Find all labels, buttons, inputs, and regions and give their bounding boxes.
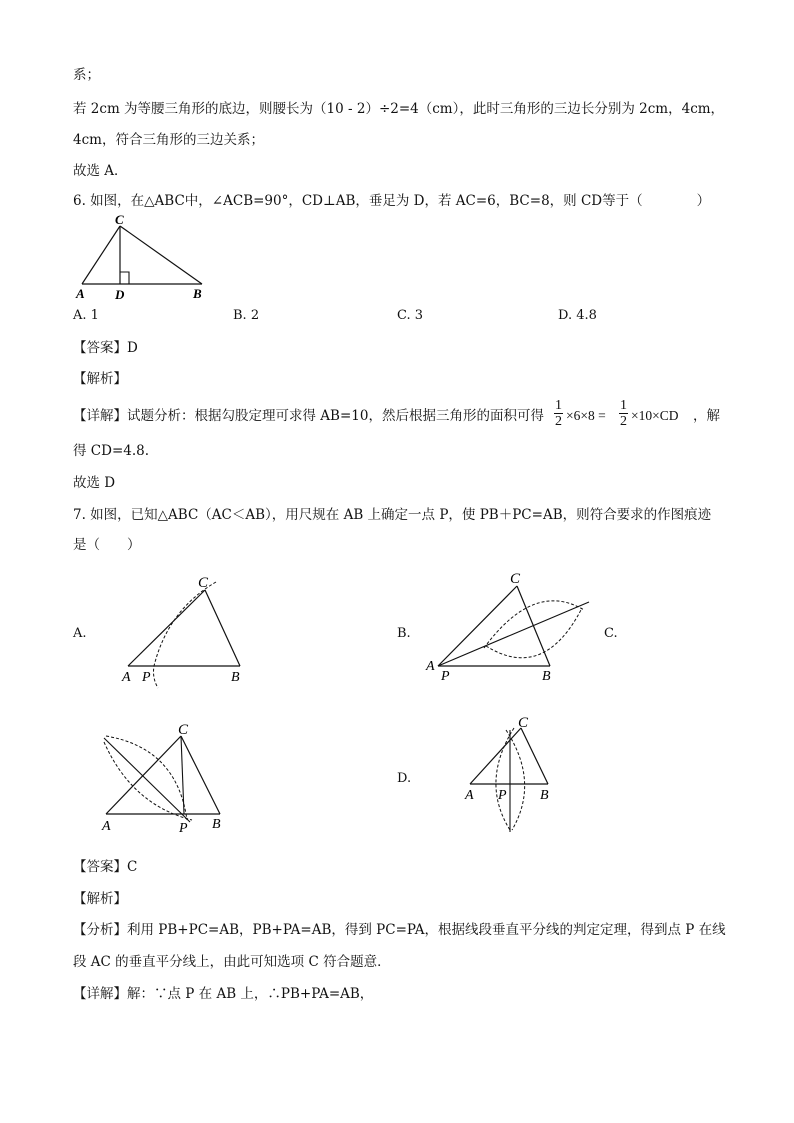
fraction-denominator: 2 (555, 414, 562, 429)
q7-analysis-heading: 【解析】 (73, 891, 127, 907)
q6-fraction-half-2 (619, 398, 628, 429)
intro-line-2: 若 2cm 为等腰三角形的底边，则腰长为（10 - 2）÷2=4（cm），此时三角形的三边长分别为 2cm，4cm， (73, 101, 725, 117)
q7a-label-a: A (122, 670, 131, 685)
q7-answer: 【答案】C (73, 859, 138, 875)
q7a-label-c: C (198, 575, 209, 591)
intro-line-4: 故选 A． (73, 163, 128, 179)
q7-fenxi-line-2: 段 AC 的垂直平分线上，由此可知选项 C 符合题意． (73, 954, 391, 970)
q7-option-b-label: B. (397, 626, 411, 641)
q7-option-c-figure (92, 720, 242, 840)
q7b-label-a: A (426, 659, 435, 674)
q6-label-c: C (115, 212, 124, 227)
fraction-denominator: 2 (620, 414, 627, 429)
q6-label-b: B (193, 286, 202, 301)
q7a-label-b: B (231, 670, 240, 685)
q7-detail: 【详解】解：∵点 P 在 AB 上，∴PB+PA=AB， (73, 986, 374, 1002)
q7c-label-b: B (212, 817, 221, 832)
q6-expression-part-1: ×6×8 = (566, 408, 606, 423)
q7-option-c-label: C. (604, 626, 618, 641)
q6-choose: 故选 D (73, 475, 116, 491)
intro-line-3: 4cm，符合三角形的三边关系； (73, 132, 264, 148)
q7-option-d-label: D. (397, 771, 412, 786)
q7-option-a-figure (118, 570, 258, 690)
q6-option-b: B. 2 (233, 308, 260, 323)
q7d-label-c: C (518, 715, 529, 731)
q6-option-d: D. 4.8 (558, 308, 597, 323)
intro-line-1: 系； (73, 67, 100, 83)
q6-label-d: D (115, 287, 125, 302)
q7c-label-a: A (102, 819, 111, 834)
q7b-label-c: C (510, 571, 521, 587)
q7d-label-p: P (498, 788, 507, 803)
q6-detail-continue: ，解 (693, 408, 720, 424)
q6-detail-result: 得 CD=4.8. (73, 443, 150, 459)
q7b-label-b: B (542, 669, 551, 684)
q7-option-d-figure (460, 712, 565, 842)
q6-analysis-heading: 【解析】 (73, 371, 127, 387)
q6-stem: 6. 如图，在△ABC中，∠ACB=90°，CD⊥AB，垂足为 D，若 AC=6，BC=8，则 CD等于（ ） (73, 193, 711, 209)
q6-right-triangle-figure (72, 214, 222, 304)
q6-fraction-half-1 (554, 398, 563, 429)
q7b-label-p: P (441, 669, 450, 684)
fraction-numerator: 1 (620, 398, 627, 413)
q7-stem-line-2: 是（ ） (73, 537, 141, 553)
q7a-label-p: P (142, 670, 151, 685)
q7c-label-c: C (178, 722, 189, 738)
q6-answer: 【答案】D (73, 340, 138, 356)
q7-option-b-figure (424, 570, 599, 690)
q6-option-a: A. 1 (73, 308, 99, 323)
q7-fenxi-line-1: 【分析】利用 PB+PC=AB，PB+PA=AB，得到 PC=PA，根据线段垂直平分线的判定定理，得到点 P 在线 (73, 922, 726, 938)
q6-option-c: C. 3 (397, 308, 424, 323)
fraction-numerator: 1 (555, 398, 562, 413)
q7d-label-a: A (465, 788, 474, 803)
q7c-label-p: P (179, 821, 188, 836)
q7-option-a-label: A. (73, 626, 87, 641)
q7d-label-b: B (540, 788, 549, 803)
q6-label-a: A (76, 286, 85, 301)
q6-detail-text: 【详解】试题分析：根据勾股定理可求得 AB=10，然后根据三角形的面积可得 (73, 408, 544, 424)
q6-expression-part-2: ×10×CD (631, 408, 679, 423)
q7-stem-line-1: 7. 如图，已知△ABC（AC＜AB），用尺规在 AB 上确定一点 P，使 PB＋PC=AB，则符合要求的作图痕迹 (73, 507, 712, 523)
